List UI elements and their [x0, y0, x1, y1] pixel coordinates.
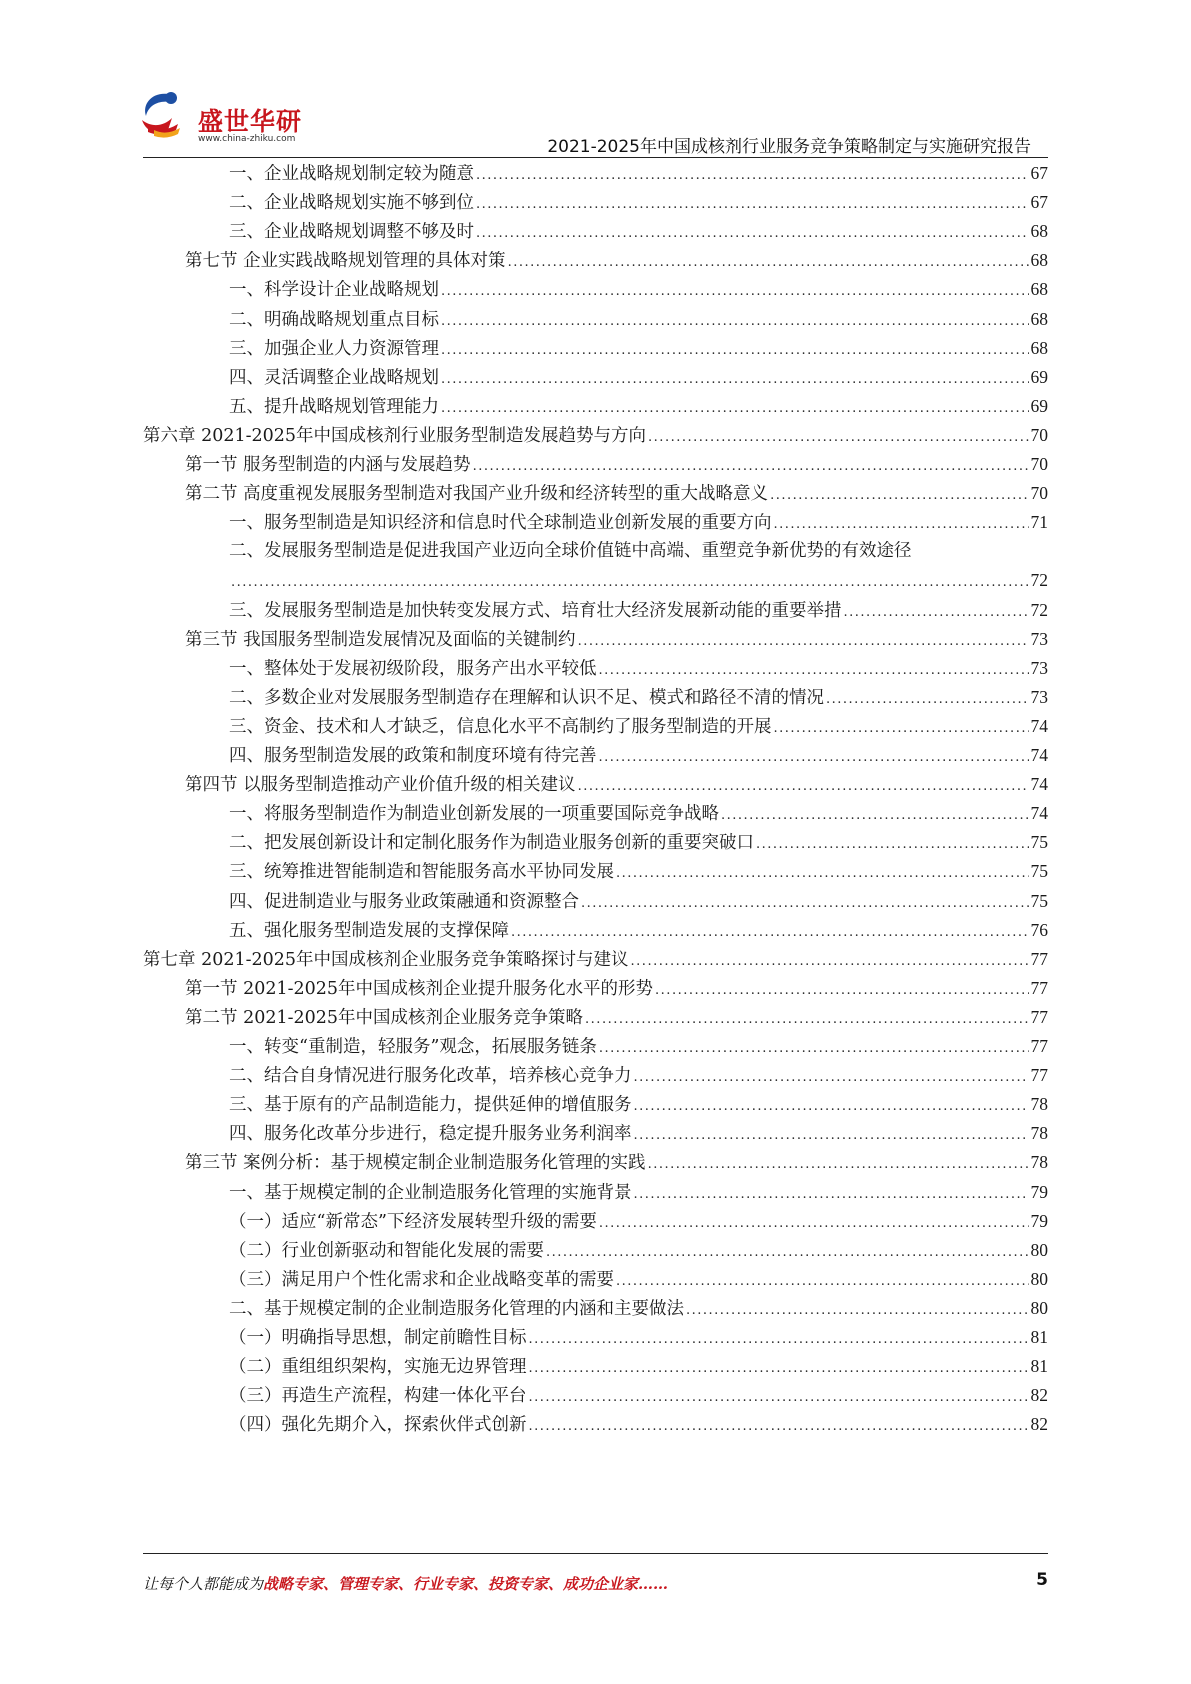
toc-entry-page: 71 [1030, 512, 1048, 533]
toc-entry-title: （一）明确指导思想，制定前瞻性目标 [229, 1328, 527, 1348]
toc-entry[interactable] [185, 1149, 1048, 1175]
toc-entry-page: 76 [1030, 919, 1048, 940]
toc-entry-page: 75 [1030, 832, 1048, 853]
toc-entry-title: 一、整体处于发展初级阶段，服务产出水平较低 [229, 658, 597, 679]
toc-dot-leader [634, 1123, 1029, 1149]
toc-entry-page: 68 [1030, 250, 1048, 271]
toc-entry[interactable] [229, 1295, 1048, 1321]
toc-dot-leader [473, 454, 1029, 480]
toc-dot-leader [634, 1094, 1029, 1120]
toc-dot-leader [599, 1036, 1029, 1062]
toc-entry-page: 70 [1030, 483, 1048, 504]
toc-entry-page: 74 [1030, 745, 1048, 765]
toc-entry-title: 二、多数企业对发展服务型制造存在理解和认识不足、模式和路径不清的情况 [229, 687, 824, 708]
toc-entry-title: 二、明确战略规划重点目标 [229, 309, 439, 330]
toc-entry-page: 77 [1030, 1006, 1048, 1027]
toc-entry[interactable] [229, 364, 1048, 390]
toc-entry[interactable] [143, 946, 1048, 972]
toc-entry-title: 一、服务型制造是知识经济和信息时代全球制造业创新发展的重要方向 [229, 513, 772, 534]
toc-dot-leader [546, 1240, 1029, 1266]
toc-dot-leader [616, 1269, 1029, 1295]
toc-entry-title: 四、灵活调整企业战略规划 [229, 367, 439, 388]
toc-dot-leader [578, 629, 1029, 655]
toc-entry-page: 82 [1030, 1414, 1048, 1435]
toc-entry[interactable] [229, 858, 1048, 884]
toc-dot-leader [599, 1211, 1029, 1237]
toc-entry[interactable] [229, 1033, 1048, 1059]
toc-entry[interactable] [229, 917, 1048, 943]
toc-entry-page: 80 [1030, 1268, 1048, 1289]
toc-entry-title: 二、把发展创新设计和定制化服务作为制造业服务创新的重要突破口 [229, 833, 754, 854]
toc-entry-title: （一）适应“新常态”下经济发展转型升级的需要 [229, 1211, 597, 1232]
toc-entry-page: 79 [1030, 1210, 1048, 1231]
toc-entry-title: 一、基于规模定制的企业制造服务化管理的实施背景 [229, 1182, 632, 1203]
toc-entry[interactable] [185, 480, 1048, 506]
toc-entry-title: 五、强化服务型制造发展的支撑保障 [229, 920, 509, 941]
toc-entry-title: 二、发展服务型制造是促进我国产业迈向全球价值链中高端、重塑竞争新优势的有效途径 [229, 541, 912, 562]
toc-dot-leader [655, 978, 1028, 1004]
toc-dot-leader [585, 1007, 1028, 1033]
toc-entry[interactable] [229, 1353, 1048, 1379]
toc-entry-title: 第六章 2021-2025年中国成核剂行业服务型制造发展趋势与方向 [143, 425, 647, 446]
toc-entry-page: 74 [1030, 715, 1048, 736]
toc-entry-page: 81 [1030, 1356, 1048, 1377]
toc-entry[interactable] [185, 626, 1048, 652]
toc-entry-title: 第七节 企业实践战略规划管理的具体对策 [185, 251, 506, 272]
toc-entry-page: 78 [1030, 1152, 1048, 1173]
toc-entry[interactable] [229, 160, 1048, 186]
toc-dot-leader [599, 745, 1029, 771]
toc-entry-title: 四、服务型制造发展的政策和制度环境有待完善 [229, 746, 597, 766]
toc-dot-leader [581, 891, 1029, 917]
toc-entry-title: 二、企业战略规划实施不够到位 [229, 193, 474, 214]
toc-entry-title: 二、结合自身情况进行服务化改革，培养核心竞争力 [229, 1066, 632, 1087]
toc-entry[interactable] [229, 567, 1048, 593]
toc-dot-leader [756, 832, 1029, 858]
toc-entry-page: 77 [1030, 1036, 1048, 1056]
toc-entry-title: 第三节 我国服务型制造发展情况及面临的关键制约 [185, 629, 576, 650]
toc-entry[interactable] [229, 218, 1048, 244]
toc-entry[interactable] [185, 247, 1048, 273]
toc-dot-leader [844, 600, 1029, 626]
logo-url: www.china-zhiku.com [198, 134, 296, 144]
toc-entry[interactable] [229, 800, 1048, 826]
page-number: 5 [1036, 1570, 1048, 1590]
toc-dot-leader [476, 163, 1029, 189]
toc-entry-page: 68 [1030, 221, 1048, 242]
toc-entry-title: 第二节 高度重视发展服务型制造对我国产业升级和经济转型的重大战略意义 [185, 484, 769, 505]
toc-entry-page: 72 [1030, 599, 1048, 620]
company-logo [138, 86, 313, 150]
toc-entry-page: 70 [1030, 424, 1048, 445]
toc-entry[interactable] [229, 888, 1048, 914]
toc-entry-page: 67 [1030, 192, 1048, 213]
toc-entry[interactable] [143, 422, 1048, 448]
slogan-highlight: 战略专家、管理专家、行业专家、投资专家、成功企业家…… [263, 1575, 669, 1593]
toc-entry[interactable] [229, 742, 1048, 768]
toc-entry-title: 三、加强企业人力资源管理 [229, 338, 439, 359]
toc-entry-page: 80 [1030, 1297, 1048, 1318]
toc-entry-page: 67 [1030, 163, 1048, 183]
toc-entry-page: 78 [1030, 1123, 1048, 1144]
toc-entry-title: 三、基于原有的产品制造能力，提供延伸的增值服务 [229, 1095, 632, 1116]
toc-dot-leader [721, 803, 1029, 829]
toc-dot-leader [508, 250, 1029, 276]
toc-entry[interactable] [229, 655, 1048, 681]
toc-entry[interactable] [229, 1208, 1048, 1234]
toc-entry-page: 77 [1030, 1065, 1048, 1086]
toc-entry[interactable] [229, 684, 1048, 710]
toc-entry-page: 74 [1030, 774, 1048, 795]
toc-entry-title: 三、企业战略规划调整不够及时 [229, 222, 474, 243]
toc-dot-leader [578, 774, 1029, 800]
toc-entry[interactable] [185, 1004, 1048, 1030]
toc-entry-page: 68 [1030, 308, 1048, 329]
toc-entry[interactable] [229, 1091, 1048, 1117]
toc-dot-leader [441, 309, 1029, 335]
header-divider [143, 157, 1048, 158]
footer-divider [143, 1553, 1048, 1554]
toc-entry[interactable] [229, 1266, 1048, 1292]
toc-entry-title: （四）强化先期介入，探索伙伴式创新 [229, 1415, 527, 1436]
toc-entry-page: 80 [1030, 1239, 1048, 1260]
toc-entry[interactable] [229, 1120, 1048, 1146]
toc-entry-page: 77 [1030, 948, 1048, 969]
toc-dot-leader [529, 1414, 1029, 1440]
toc-entry[interactable] [185, 771, 1048, 797]
toc-dot-leader [631, 949, 1029, 975]
toc-entry-page: 82 [1030, 1385, 1048, 1406]
toc-entry-title: 四、促进制造业与服务业政策融通和资源整合 [229, 891, 579, 912]
toc-dot-leader [529, 1385, 1029, 1411]
toc-entry-title: 二、基于规模定制的企业制造服务化管理的内涵和主要做法 [229, 1298, 684, 1319]
toc-dot-leader [441, 396, 1029, 422]
toc-dot-leader [634, 1182, 1029, 1208]
slogan-prefix: 让每个人都能成为 [143, 1575, 264, 1593]
toc-entry[interactable] [229, 335, 1048, 361]
toc-entry-title: 第一节 服务型制造的内涵与发展趋势 [185, 455, 471, 475]
toc-dot-leader [231, 570, 1029, 596]
toc-entry-page: 78 [1030, 1094, 1048, 1115]
toc-dot-leader [441, 338, 1029, 364]
toc-dot-leader [476, 192, 1029, 218]
toc-entry[interactable] [229, 509, 1048, 535]
toc-dot-leader [826, 687, 1029, 713]
toc-entry-title: （三）满足用户个性化需求和企业战略变革的需要 [229, 1269, 614, 1290]
toc-entry-title: 三、资金、技术和人才缺乏，信息化水平不高制约了服务型制造的开展 [229, 716, 772, 737]
toc-dot-leader [648, 1152, 1029, 1178]
toc-entry-title: 第二节 2021-2025年中国成核剂企业服务竞争策略 [185, 1007, 584, 1028]
toc-entry-title: （二）重组组织架构，实施无边界管理 [229, 1357, 527, 1378]
toc-dot-leader [441, 279, 1029, 305]
footer-slogan [143, 1573, 668, 1594]
toc-entry[interactable] [229, 306, 1048, 332]
toc-entry-title: 一、将服务型制造作为制造业创新发展的一项重要国际竞争战略 [229, 804, 719, 825]
report-title: 2021-2025年中国成核剂行业服务竞争策略制定与实施研究报告 [547, 137, 1031, 157]
toc-entry-page: 73 [1030, 686, 1048, 707]
toc-entry-page: 68 [1030, 279, 1048, 300]
toc-entry-page: 75 [1030, 861, 1048, 882]
toc-entry-page: 79 [1030, 1181, 1048, 1202]
toc-entry-title: （三）再造生产流程，构建一体化平台 [229, 1386, 527, 1407]
toc-entry[interactable] [229, 1179, 1048, 1205]
toc-entry-page: 68 [1030, 337, 1048, 358]
logo-name: 盛世华研 [198, 107, 303, 136]
toc-entry[interactable] [185, 451, 1048, 477]
toc-entry-page: 75 [1030, 890, 1048, 911]
toc-dot-leader [441, 367, 1029, 393]
toc-dot-leader [599, 658, 1029, 684]
toc-entry[interactable] [229, 1382, 1048, 1408]
toc-entry-page: 69 [1030, 366, 1048, 387]
toc-dot-leader [770, 483, 1028, 509]
toc-dot-leader [529, 1356, 1029, 1382]
toc-entry-page: 77 [1030, 977, 1048, 998]
toc-entry[interactable] [229, 1411, 1048, 1437]
toc-entry-page: 74 [1030, 803, 1048, 824]
toc-entry[interactable] [185, 975, 1048, 1001]
toc-entry-page: 73 [1030, 657, 1048, 678]
toc-entry-title: 第四节 以服务型制造推动产业价值升级的相关建议 [185, 775, 576, 796]
logo-emblem-icon [138, 86, 198, 142]
toc-dot-leader [476, 221, 1029, 247]
toc-entry[interactable] [229, 1324, 1048, 1350]
toc-entry[interactable] [229, 829, 1048, 855]
toc-entry-title: 一、科学设计企业战略规划 [229, 280, 439, 301]
toc-dot-leader [616, 861, 1029, 887]
toc-dot-leader [529, 1327, 1029, 1353]
toc-dot-leader [634, 1065, 1029, 1091]
toc-entry-title: 一、转变“重制造，轻服务”观念，拓展服务链条 [229, 1037, 597, 1057]
toc-entry-page: 69 [1030, 395, 1048, 416]
toc-entry-title: 第一节 2021-2025年中国成核剂企业提升服务化水平的形势 [185, 978, 654, 999]
toc-entry[interactable] [229, 713, 1048, 739]
toc-entry[interactable] [229, 393, 1048, 419]
toc-dot-leader [774, 716, 1029, 742]
toc-entry-page: 72 [1030, 570, 1048, 591]
toc-entry-page: 73 [1030, 628, 1048, 649]
page-header [0, 0, 1191, 160]
toc-entry[interactable] [229, 189, 1048, 215]
toc-entry[interactable] [229, 276, 1048, 302]
toc-entry-title: 一、企业战略规划制定较为随意 [229, 164, 474, 184]
toc-entry[interactable] [229, 1062, 1048, 1088]
toc-entry-title: 四、服务化改革分步进行，稳定提升服务业务利润率 [229, 1124, 632, 1145]
toc-entry-page: 81 [1030, 1327, 1048, 1347]
toc-dot-leader [686, 1298, 1029, 1324]
toc-entry-title: 五、提升战略规划管理能力 [229, 396, 439, 417]
toc-entry-title: 第三节 案例分析：基于规模定制企业制造服务化管理的实践 [185, 1153, 646, 1174]
toc-entry-page: 70 [1030, 454, 1048, 474]
toc-entry[interactable] [229, 1237, 1048, 1263]
toc-entry-title: 三、发展服务型制造是加快转变发展方式、培育壮大经济发展新动能的重要举措 [229, 600, 842, 621]
toc-entry[interactable] [229, 597, 1048, 623]
toc-entry-title: 第七章 2021-2025年中国成核剂企业服务竞争策略探讨与建议 [143, 949, 629, 970]
toc-dot-leader [511, 920, 1029, 946]
toc-entry-title: 三、统筹推进智能制造和智能服务高水平协同发展 [229, 862, 614, 883]
toc-dot-leader [774, 512, 1029, 538]
toc-entry[interactable] [229, 538, 1048, 564]
toc-entry-title: （二）行业创新驱动和智能化发展的需要 [229, 1240, 544, 1261]
toc-dot-leader [648, 425, 1028, 451]
